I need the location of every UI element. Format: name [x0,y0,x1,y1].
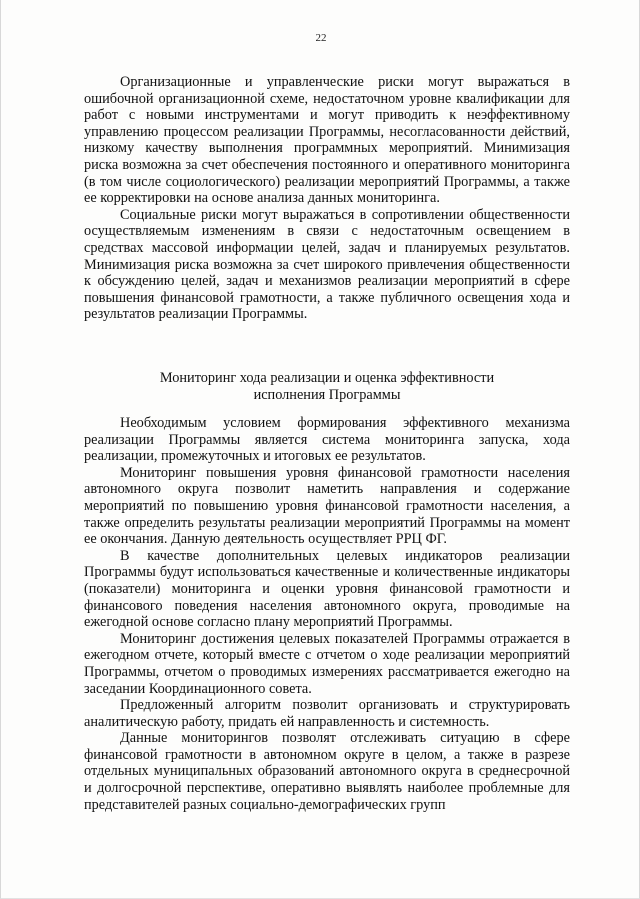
paragraph-monitoring-data: Данные мониторингов позволят отслеживать ситуацию в сфере финансовой грамотности в автономном округе в целом, а также в разрезе отдельных муниципальных образований автономного округа в среднесрочной и долгосрочной перспективе, оперативно выявлять наиболее проблемные для представителей разных социально-демографических групп [84,730,570,813]
section-heading-line-1: Мониторинг хода реализации и оценка эффективности [159,370,495,386]
paragraph-additional-indicators: В качестве дополнительных целевых индикаторов реализации Программы будут использоваться качественные и количественные индикаторы (показатели) мониторинга и оценки уровня финансовой грамотности и финансового поведения населения автономного округа, проводимые на ежегодной основе согласно плану мероприятий Программы. [84,547,570,631]
paragraph-target-indicators: Мониторинг достижения целевых показателей Программы отражается в ежегодном отчете, который вместе с отчетом о ходе реализации мероприятий Программы, отчетом о проводимых измерениях рассматривается ежегодно на заседании Координационного совета. [84,630,570,697]
paragraph-monitoring-literacy: Мониторинг повышения уровня финансовой грамотности населения автономного округа позволит наметить направления и содержание мероприятий по повышению уровня финансовой грамотности населения, а также определить результаты реализации мероприятий Программы на момент ее окончания. Данную деятельность осуществляет РРЦ ФГ. [84,464,570,548]
section-heading [84,370,570,404]
text-section-risks [84,74,570,323]
paragraph-social-risks: Социальные риски могут выражаться в сопротивлении общественности осуществляемым изменениям в связи с недостаточным освещением в средствах массовой информации целей, задач и планируемых результатов. Минимизация риска возможна за счет широкого привлечения общественности к обсуждению целей, задач и механизмов реализации мероприятий в сфере повышения финансовой грамотности, а также публичного освещения хода и результатов реализации Программы. [84,206,570,323]
paragraph-organizational-risks: Организационные и управленческие риски могут выражаться в ошибочной организационной схеме, недостаточном уровне квалификации для работ с новыми инструментами и могут приводить к неэффективному управлению процессом реализации Программы, несогласованности действий, низкому качеству выполнения программных мероприятий. Минимизация риска возможна за счет обеспечения постоянного и оперативного мониторинга (в том числе социологического) реализации мероприятий Программы, а также ее корректировки на основе анализа данных мониторинга. [84,74,570,207]
paragraph-monitoring-condition: Необходимым условием формирования эффективного механизма реализации Программы является система мониторинга запуска, хода реализации, промежуточных и итоговых ее результатов. [84,415,570,465]
paragraph-algorithm: Предложенный алгоритм позволит организовать и структурировать аналитическую работу, придать ей направленность и системность. [84,697,570,730]
page-number: 22 [315,32,327,44]
text-section-monitoring [84,415,570,813]
section-heading-line-2: исполнения Программы [253,387,401,403]
